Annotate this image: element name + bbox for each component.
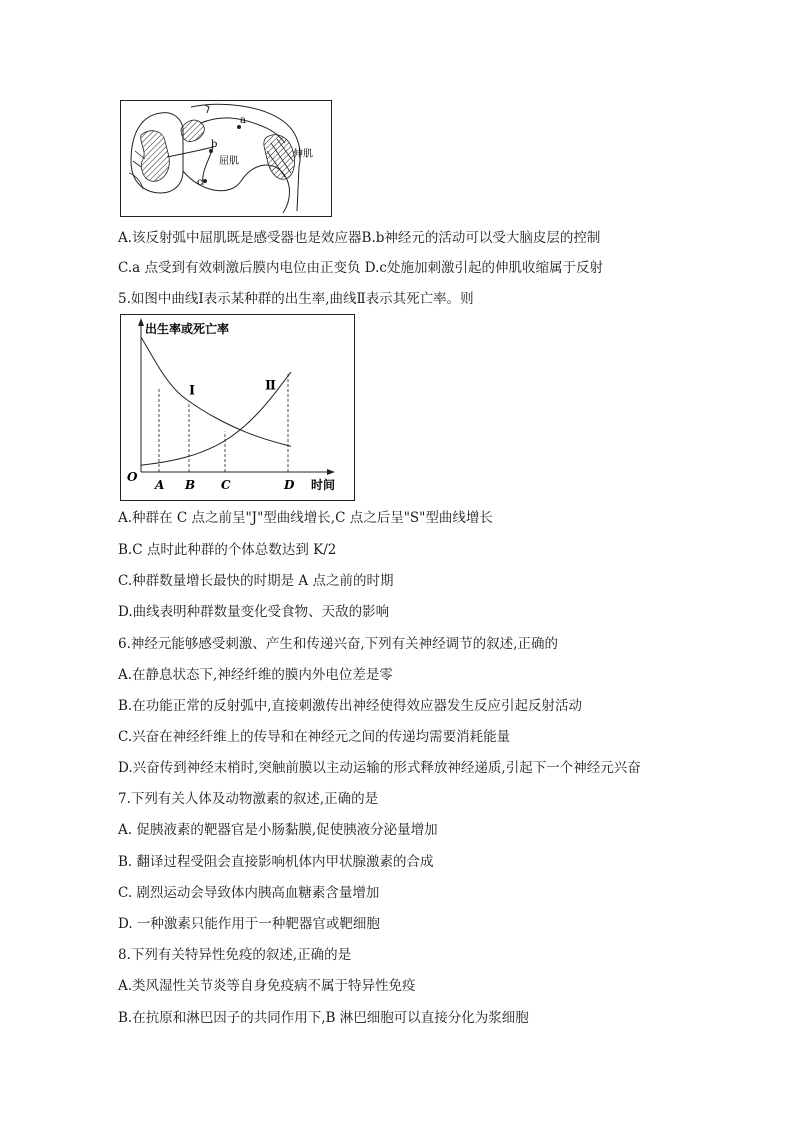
q6-option-d: D.兴奋传到神经末梢时,突触前膜以主动运输的形式释放神经递质,引起下一个神经元兴奋 xyxy=(118,760,641,776)
q7-option-c: C. 剧烈运动会导致体内胰高血糖素含量增加 xyxy=(118,885,380,901)
q7-stem: 7.下列有关人体及动物激素的叙述,正确的是 xyxy=(118,791,379,807)
q5-option-a: A.种群在 C 点之前呈"J"型曲线增长,C 点之后呈"S"型曲线增长 xyxy=(118,510,493,526)
birth-death-rate-chart xyxy=(121,315,354,500)
q6-option-c: C.兴奋在神经纤维上的传导和在神经元之间的传递均需要消耗能量 xyxy=(118,729,511,745)
q7-option-a: A. 促胰液素的靶器官是小肠黏膜,促使胰液分泌量增加 xyxy=(118,822,438,838)
label-a: a xyxy=(240,115,246,126)
y-axis-label: 出生率或死亡率 xyxy=(145,322,230,336)
series-label-2: Ⅱ xyxy=(265,378,276,394)
q8-option-b: B.在抗原和淋巴因子的共同作用下,B 淋巴细胞可以直接分化为浆细胞 xyxy=(118,1010,529,1026)
label-extensor: 伸肌 xyxy=(293,149,313,160)
y-axis-arrow xyxy=(138,318,144,326)
x-tick-b: B xyxy=(185,478,196,492)
origin-label: O xyxy=(127,470,138,484)
x-tick-a: A xyxy=(155,478,165,492)
point-c xyxy=(203,179,207,183)
series-label-1: Ⅰ xyxy=(189,383,196,399)
x-tick-d: D xyxy=(284,478,295,492)
q8-option-a: A.类风湿性关节炎等自身免疫病不属于特异性免疫 xyxy=(118,978,416,994)
q5-option-b: B.C 点时此种群的个体总数达到 K/2 xyxy=(118,542,337,558)
q8-stem: 8.下列有关特异性免疫的叙述,正确的是 xyxy=(118,947,352,963)
q5-option-d: D.曲线表明种群数量变化受食物、天敌的影响 xyxy=(118,604,390,620)
q5-option-c: C.种群数量增长最快的时期是 A 点之前的时期 xyxy=(118,573,394,589)
label-c: c xyxy=(197,177,203,188)
label-b: b xyxy=(211,139,218,150)
q6-option-b: B.在功能正常的反射弧中,直接刺激传出神经使得效应器发生反应引起反射活动 xyxy=(118,698,583,714)
q6-stem: 6.神经元能够感受刺激、产生和传递兴奋,下列有关神经调节的叙述,正确的 xyxy=(118,636,558,652)
q6-option-a: A.在静息状态下,神经纤维的膜内外电位差是零 xyxy=(118,667,393,683)
q4-options-cd: C.a 点受到有效刺激后膜内电位由正变负 D.c处施加刺激引起的伸肌收缩属于反射 xyxy=(118,260,603,276)
q7-option-d: D. 一种激素只能作用于一种靶器官或靶细胞 xyxy=(118,916,380,932)
x-axis-label: 时间 xyxy=(311,478,336,492)
reflex-arc-diagram xyxy=(121,101,331,216)
label-flexor: 屈肌 xyxy=(219,156,239,167)
birth-death-rate-figure xyxy=(120,314,355,501)
q5-stem: 5.如图中曲线Ⅰ表示某种群的出生率,曲线Ⅱ表示其死亡率。则 xyxy=(118,291,474,307)
q4-options-ab: A.该反射弧中屈肌既是感受器也是效应器B.b神经元的活动可以受大脑皮层的控制 xyxy=(118,230,601,246)
reflex-arc-figure xyxy=(120,100,332,217)
x-axis-arrow xyxy=(327,469,335,475)
x-tick-c: C xyxy=(221,478,231,492)
q7-option-b: B. 翻译过程受阻会直接影响机体内甲状腺激素的合成 xyxy=(118,854,434,870)
